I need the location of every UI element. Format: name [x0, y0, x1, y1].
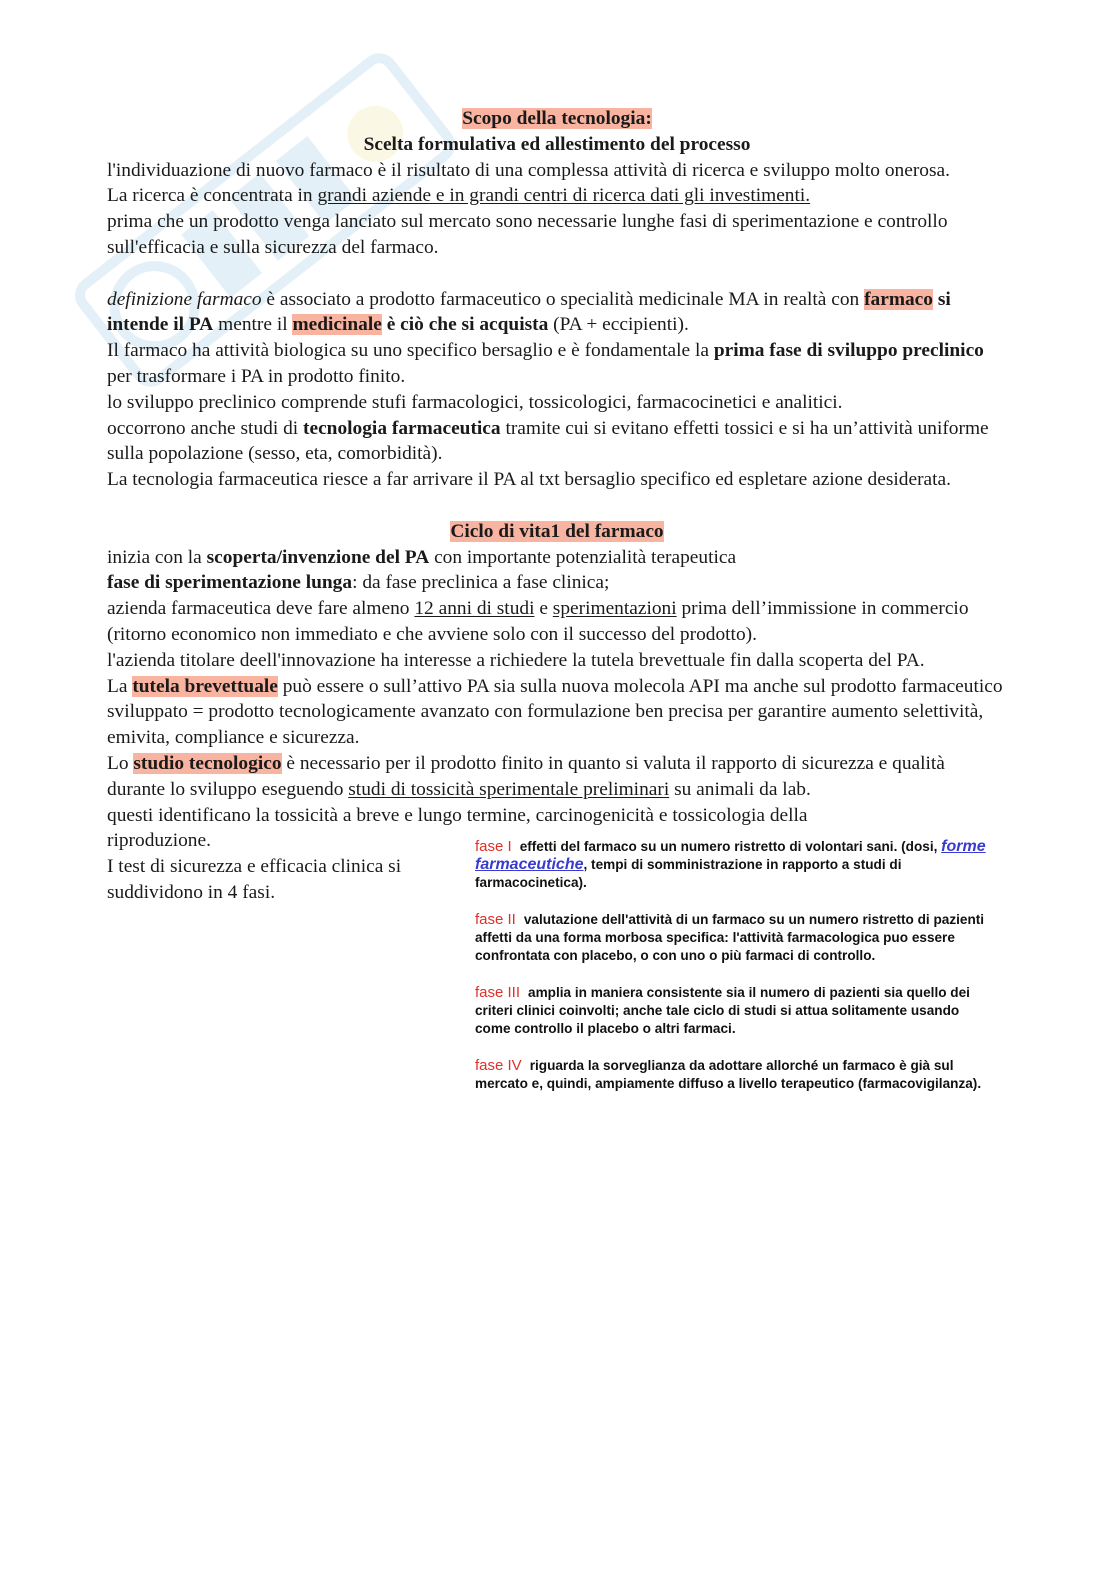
paragraph-tossicita-lead: questi identificano la tossicità a breve e lungo termine, carcinogenicità e tossicologia della [107, 804, 808, 826]
paragraph-definizione: definizione farmaco è associato a prodotto farmaceutico o specialità medicinale MA in realtà con farmaco si intende il PA mentre il medicinale è ciò che si acquista (PA + eccipienti). [107, 288, 951, 336]
paragraph-ricerca: La ricerca è concentrata in grandi aziende e in grandi centri di ricerca dati gli investimenti. [107, 185, 811, 207]
clinical-phases-image [475, 838, 995, 1112]
phase-3: fase III amplia in maniera consistente sia il numero di pazienti sia quello dei criteri clinici coinvolti; anche tale ciclo di studi si attua solitamente usando come controllo il placebo o altri farmaci. [475, 984, 970, 1037]
highlight-farmaco: farmaco [864, 288, 933, 310]
phase-2: fase II valutazione dell'attività di un farmaco su un numero ristretto di pazienti affetti da una forma morbosa specifica: l'attività farmacologica puo essere confrontata con placebo, o con uno o più farmaci di controllo. [475, 911, 985, 964]
phase-4: fase IV riguarda la sorveglianza da adottare allorché un farmaco è già sul mercato e, quindi, ampiamente diffuso a livello terapeutico (farmacovigilanza). [475, 1057, 982, 1092]
section-subheading: Scelta formulativa ed allestimento del processo [363, 133, 751, 155]
paragraph-tecnologia: occorrono anche studi di tecnologia farmaceutica tramite cui si evitano effetti tossici e si ha un’attività uniforme sulla popolazione (sesso, eta, comorbidità). [107, 417, 989, 465]
paragraph-tutela: La tutela brevettuale può essere o sull’attivo PA sia sulla nuova molecola API ma anche sul prodotto farmaceutico sviluppato = prodotto tecnologicamente avanzato con formulazione ben precisa per garantire aumento selettività, emivita, compliance e sicurezza. [107, 675, 1003, 749]
paragraph-titolare: l'azienda titolare deell'innovazione ha interesse a richiedere la tutela brevettuale fin dalla scoperta del PA. [107, 649, 925, 671]
paragraph-studio: Lo studio tecnologico è necessario per il prodotto finito in quanto si valuta il rapporto di sicurezza e qualità durante lo sviluppo eseguendo studi di tossicità sperimentale preliminari su animali da lab. [107, 752, 945, 800]
highlight-tutela: tutela brevettuale [132, 675, 278, 697]
paragraph-test-fasi: I test di sicurezza e efficacia clinica si suddividono in 4 fasi. [107, 856, 402, 903]
section-heading-ciclo: Ciclo di vita1 del farmaco [450, 520, 664, 542]
paragraph-preclinico: lo sviluppo preclinico comprende stufi farmacologici, tossicologici, farmacocinetici e analitici. [107, 391, 843, 413]
paragraph-tossicita: riproduzione. [107, 830, 211, 852]
paragraph-individuazione: l'individuazione di nuovo farmaco è il risultato di una complessa attività di ricerca e sviluppo molto onerosa. [107, 159, 950, 181]
paragraph-attivita: Il farmaco ha attività biologica su uno specifico bersaglio e è fondamentale la prima fase di sviluppo preclinico per trasformare i PA in prodotto finito. [107, 340, 984, 387]
paragraph-fase-lunga: fase di sperimentazione lunga: da fase preclinica a fase clinica; [107, 572, 610, 594]
phase-1: fase I effetti del farmaco su un numero ristretto di volontari sani. (dosi, forme farmaceutiche, tempi di somministrazione in rapporto a studi di farmacocinetica). [475, 838, 986, 891]
highlight-studio: studio tecnologico [133, 752, 282, 774]
document-page [107, 106, 1007, 1112]
paragraph-arrivare: La tecnologia farmaceutica riesce a far arrivare il PA al txt bersaglio specifico ed espletare azione desiderata. [107, 469, 951, 491]
highlight-medicinale: medicinale [292, 314, 382, 336]
underlined-text: grandi aziende e in grandi centri di ricerca dati gli investimenti. [317, 185, 811, 207]
paragraph-azienda: azienda farmaceutica deve fare almeno 12 anni di studi e sperimentazioni prima dell’immissione in commercio (ritorno economico non immediato e che avviene solo con il successo del prodotto). [107, 598, 969, 645]
paragraph-sperimentazione: prima che un prodotto venga lanciato sul mercato sono necessarie lunghe fasi di sperimentazione e controllo sull'efficacia e sulla sicurezza del farmaco. [107, 211, 948, 258]
section-heading-scopo: Scopo della tecnologia: [462, 108, 652, 129]
paragraph-inizia: inizia con la scoperta/invenzione del PA con importante potenzialità terapeutica [107, 546, 737, 568]
